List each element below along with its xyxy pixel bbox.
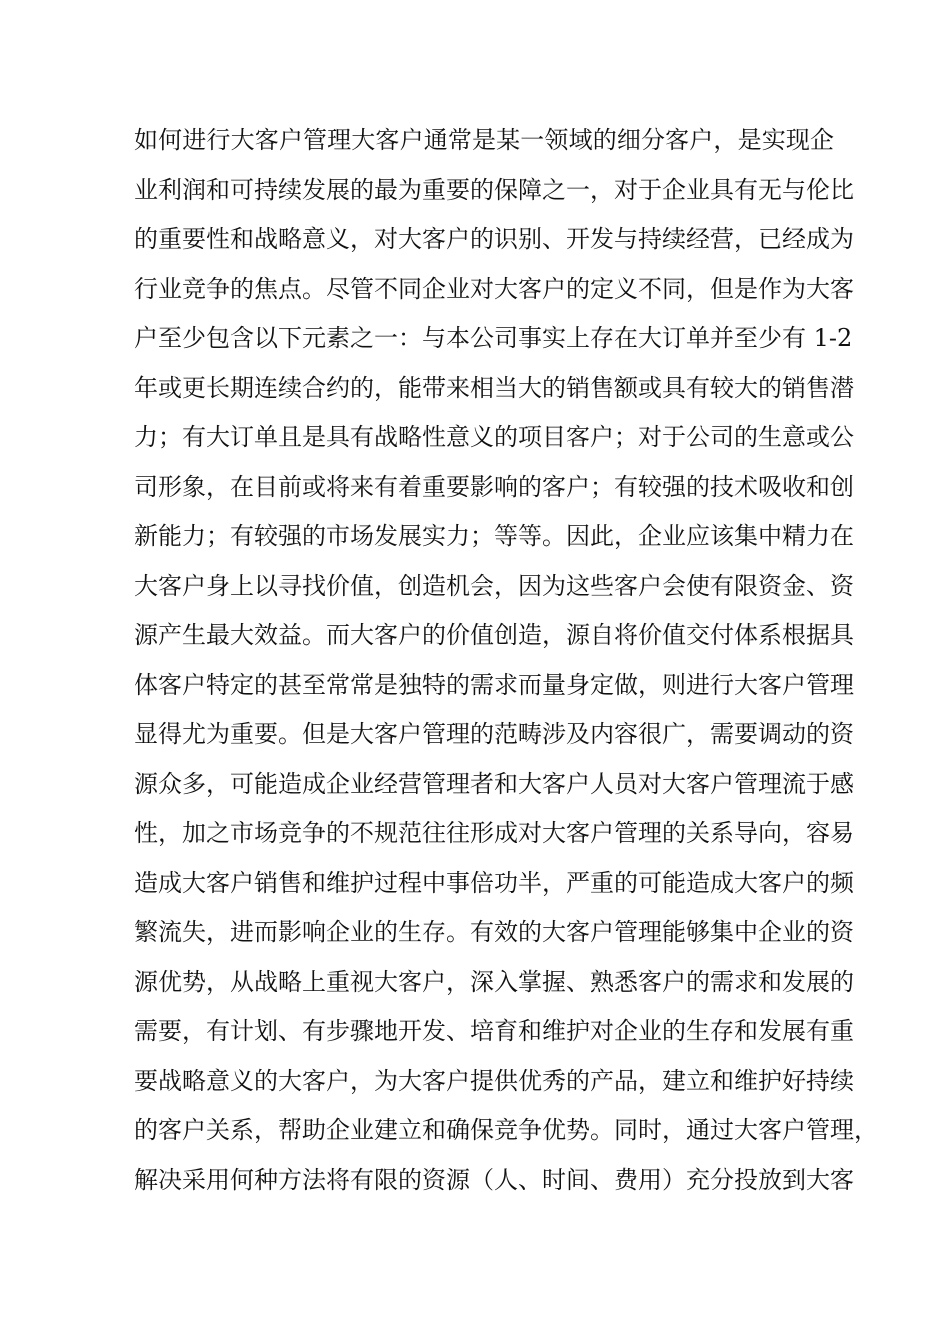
text-line: 年或更长期连续合约的，能带来相当大的销售额或具有较大的销售潜	[134, 373, 854, 402]
text-line: 繁流失，进而影响企业的生存。有效的大客户管理能够集中企业的资	[134, 918, 854, 946]
text-line: 要战略意义的大客户，为大客户提供优秀的产品，建立和维护好持续	[134, 1066, 854, 1095]
text-line: 司形象，在目前或将来有着重要影响的客户；有较强的技术吸收和创	[134, 472, 854, 501]
text-line: 行业竞争的焦点。尽管不同企业对大客户的定义不同，但是作为大客	[134, 274, 854, 303]
body-paragraph	[134, 116, 878, 1205]
text-line: 造成大客户销售和维护过程中事倍功半，严重的可能造成大客户的频	[134, 868, 854, 897]
text-line: 的客户关系，帮助企业建立和确保竞争优势。同时，通过大客户管理，	[134, 1116, 878, 1144]
text-line: 如何进行大客户管理大客户通常是某一领域的细分客户，是实现企	[134, 126, 834, 154]
text-line: 户至少包含以下元素之一：与本公司事实上存在大订单并至少有 1-2	[134, 324, 853, 352]
text-line: 体客户特定的甚至常常是独特的需求而量身定做，则进行大客户管理	[134, 670, 854, 699]
text-line: 业利润和可持续发展的最为重要的保障之一，对于企业具有无与伦比	[134, 175, 854, 204]
text-line: 新能力；有较强的市场发展实力；等等。因此，企业应该集中精力在	[134, 522, 854, 550]
text-line: 源众多，可能造成企业经营管理者和大客户人员对大客户管理流于感	[134, 769, 854, 798]
text-line: 源产生最大效益。而大客户的价值创造，源自将价值交付体系根据具	[134, 621, 854, 649]
text-line: 显得尤为重要。但是大客户管理的范畴涉及内容很广，需要调动的资	[134, 720, 854, 748]
text-line: 解决采用何种方法将有限的资源（人、时间、费用）充分投放到大客	[134, 1165, 854, 1194]
text-line: 源优势，从战略上重视大客户，深入掌握、熟悉客户的需求和发展的	[134, 967, 854, 996]
text-line: 的重要性和战略意义，对大客户的识别、开发与持续经营，已经成为	[134, 225, 854, 253]
text-line: 大客户身上以寻找价值，创造机会，因为这些客户会使有限资金、资	[134, 571, 854, 600]
text-line: 性，加之市场竞争的不规范往往形成对大客户管理的关系导向，容易	[134, 819, 854, 847]
text-line: 力；有大订单且是具有战略性意义的项目客户；对于公司的生意或公	[134, 423, 854, 451]
text-line: 需要，有计划、有步骤地开发、培育和维护对企业的生存和发展有重	[134, 1017, 854, 1045]
